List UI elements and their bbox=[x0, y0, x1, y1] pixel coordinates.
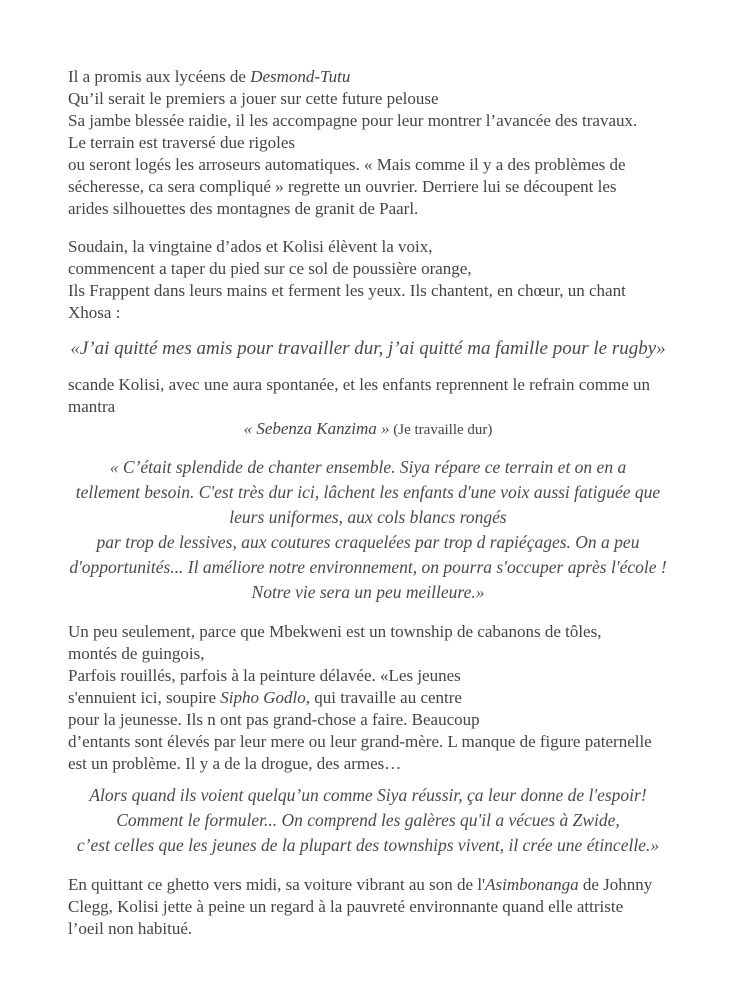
text-line bbox=[68, 66, 668, 88]
text-segment: s'ennuient ici, soupire bbox=[68, 688, 221, 707]
text-line bbox=[68, 687, 668, 709]
text-line: d’entants sont élevés par leur mere ou leur grand-mère. L manque de figure paternelle bbox=[68, 732, 652, 751]
paragraph-intro bbox=[68, 66, 668, 220]
text-segment: , qui travaille au centre bbox=[305, 688, 462, 707]
text-line: l’oeil non habitué. bbox=[68, 919, 193, 938]
text-line: sécheresse, ca sera compliqué » regrette un ouvrier. Derriere lui se découpent les bbox=[68, 177, 617, 196]
text-segment-italic-sipho-godlo: Sipho Godlo bbox=[220, 688, 306, 707]
text-line: scande Kolisi, avec une aura spontanée, et les enfants reprennent le refrain comme un bbox=[68, 375, 651, 394]
text-line: Un peu seulement, parce que Mbekweni est un township de cabanons de tôles, bbox=[68, 622, 602, 641]
text-line: arides silhouettes des montagnes de granit de Paarl. bbox=[68, 199, 419, 218]
text-line: Ils Frappent dans leurs mains et ferment les yeux. Ils chantent, en chœur, un chant bbox=[68, 281, 626, 300]
quote-line: « C’était splendide de chanter ensemble. Siya répare ce terrain et on en a bbox=[109, 457, 627, 477]
paragraph-refrain bbox=[68, 374, 668, 441]
quote-children bbox=[68, 455, 668, 605]
paragraph-chant-intro bbox=[68, 236, 668, 324]
quote-line: par trop de lessives, aux coutures craquelées par trop d rapiéçages. On a peu bbox=[96, 532, 640, 552]
text-line: montés de guingois, bbox=[68, 644, 205, 663]
quote-line: Notre vie sera un peu meilleure.» bbox=[251, 582, 485, 602]
quote-line: Alors quand ils voient quelqu’un comme Siya réussir, ça leur donne de l'espoir! bbox=[89, 785, 647, 805]
quote-line: Comment le formuler... On comprend les galères qu'il a vécues à Zwide, bbox=[116, 810, 620, 830]
text-line: mantra bbox=[68, 397, 116, 416]
quote-line: c’est celles que les jeunes de la plupart des townships vivent, il crée une étincelle.» bbox=[76, 835, 660, 855]
text-segment: En quittant ce ghetto vers midi, sa voiture vibrant au son de l' bbox=[68, 875, 486, 894]
text-segment: de Johnny bbox=[578, 875, 653, 894]
quote-chant-lyrics: «J’ai quitté mes amis pour travailler dur, j’ai quitté ma famille pour le rugby» bbox=[70, 338, 666, 359]
paragraph-departure bbox=[68, 874, 668, 940]
text-segment-italic-asimbonanga: Asimbonanga bbox=[485, 875, 579, 894]
quote-hope bbox=[68, 783, 668, 858]
text-line: Sa jambe blessée raidie, il les accompagne pour leur montrer l’avancée des travaux. bbox=[68, 111, 638, 130]
sebenza-kanzima-line bbox=[68, 418, 668, 441]
text-line: Soudain, la vingtaine d’ados et Kolisi élèvent la voix, bbox=[68, 237, 433, 256]
text-line: Le terrain est traversé due rigoles bbox=[68, 133, 296, 152]
text-line: pour la jeunesse. Ils n ont pas grand-chose a faire. Beaucoup bbox=[68, 710, 480, 729]
text-line: ou seront logés les arroseurs automatiques. « Mais comme il y a des problèmes de bbox=[68, 155, 626, 174]
text-segment-italic-sebenza: « Sebenza Kanzima » bbox=[243, 419, 390, 438]
text-segment-italic-desmond-tutu: Desmond-Tutu bbox=[250, 67, 351, 86]
text-segment: Il a promis aux lycéens de bbox=[68, 67, 251, 86]
text-line: Qu’il serait le premiers a jouer sur cette future pelouse bbox=[68, 89, 439, 108]
text-line: Xhosa : bbox=[68, 303, 121, 322]
quote-line: leurs uniformes, aux cols blancs rongés bbox=[229, 507, 507, 527]
translation-note: (Je travaille dur) bbox=[389, 422, 493, 438]
quote-line: d'opportunités... Il améliore notre environnement, on pourra s'occuper après l'école ! bbox=[69, 557, 667, 577]
text-line: est un problème. Il y a de la drogue, des armes… bbox=[68, 754, 402, 773]
text-line: Parfois rouillés, parfois à la peinture délavée. «Les jeunes bbox=[68, 666, 461, 685]
text-line bbox=[68, 874, 668, 896]
quote-line: tellement besoin. C'est très dur ici, lâchent les enfants d'une voix aussi fatiguée que bbox=[75, 482, 661, 502]
paragraph-mbekweni bbox=[68, 621, 668, 775]
text-line: Clegg, Kolisi jette à peine un regard à la pauvreté environnante quand elle attriste bbox=[68, 897, 624, 916]
text-line: commencent a taper du pied sur ce sol de poussière orange, bbox=[68, 259, 472, 278]
